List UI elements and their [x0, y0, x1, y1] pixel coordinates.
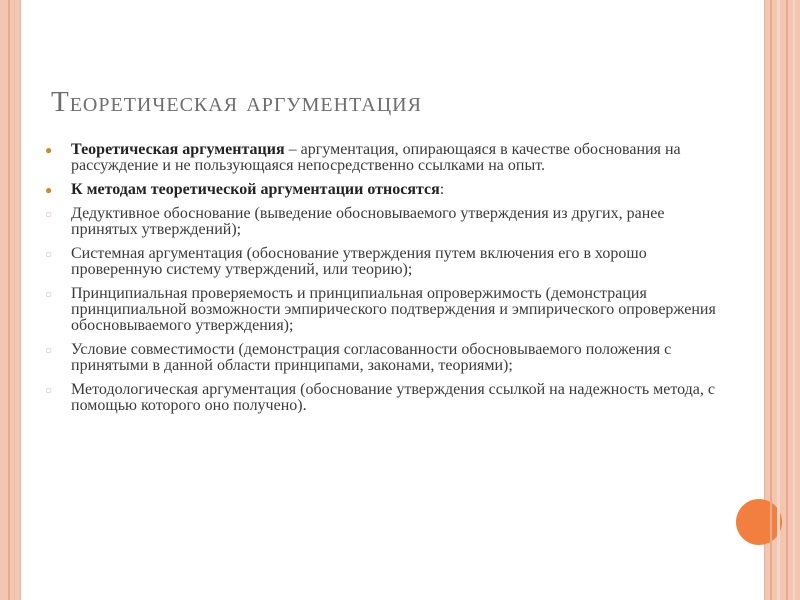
item-text: Методологическая аргументация (обоснование утверждения ссылкой на надежность метода, с помощью которого оно получено).	[71, 381, 715, 414]
list-item	[43, 382, 723, 414]
left-border-stripe-thin	[14, 0, 15, 600]
item-text: :	[439, 181, 445, 198]
bullet-icon: ○	[45, 383, 53, 397]
list-item	[43, 206, 723, 238]
item-bold: К методам теоретической аргументации относятся	[71, 181, 440, 198]
item-text: Системная аргументация (обоснование утверждения путем включения его в хорошо проверенную систему утверждений, или теорию);	[71, 245, 647, 278]
left-border-stripe	[8, 0, 10, 600]
right-border-stripe	[786, 0, 788, 600]
right-border-stripe	[770, 0, 772, 600]
bullet-icon: ○	[45, 343, 53, 357]
item-text: Условие совместимости (демонстрация согласованности обосновываемого положения с принятыми в данной области принципами, законами, теориями);	[71, 341, 672, 374]
item-text: – аргументация, опирающаяся в качестве обоснования на рассуждение и не пользующаяся непосредственно ссылками на опыт.	[71, 141, 681, 174]
slide	[20, 0, 765, 600]
bullet-icon: ○	[45, 287, 53, 301]
bullet-icon: ○	[45, 207, 53, 221]
list-item	[43, 246, 723, 278]
bullet-icon: ●	[45, 183, 53, 197]
bullet-icon: ●	[45, 143, 53, 157]
list-item	[43, 142, 723, 174]
bullet-icon: ○	[45, 247, 53, 261]
list-item	[43, 286, 723, 334]
item-bold: Теоретическая аргументация	[71, 141, 285, 158]
list-item	[43, 182, 723, 198]
right-border-stripe	[793, 0, 795, 600]
bullet-list	[43, 142, 723, 414]
item-text: Принципиальная проверяемость и принципиальная опровержимость (демонстрация принципиальной возможности эмпирического подтверждения и эмпирического опровержения обосновываемого утверждения);	[71, 285, 716, 334]
item-text: Дедуктивное обоснование (выведение обосновываемого утверждения из других, ранее принятых утверждений);	[71, 205, 665, 238]
right-border-stripe	[777, 0, 780, 600]
list-item	[43, 342, 723, 374]
slide-title: Теоретическая аргументация	[51, 86, 422, 118]
decorative-circle-icon	[736, 499, 782, 545]
